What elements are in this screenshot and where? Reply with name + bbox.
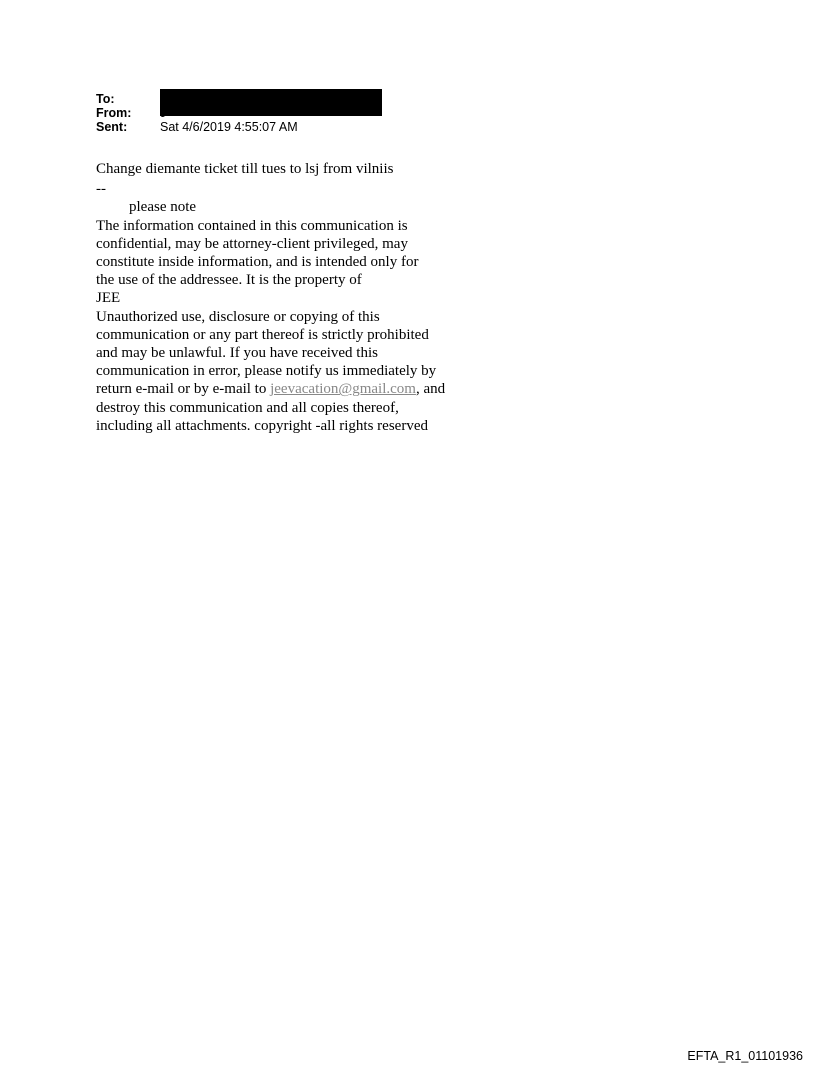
signature-separator: -- bbox=[96, 181, 106, 198]
document-id: EFTA_R1_01101936 bbox=[687, 1049, 803, 1063]
sent-value: Sat 4/6/2019 4:55:07 AM bbox=[160, 120, 298, 134]
disclaimer-line: JEE bbox=[96, 290, 121, 307]
closing-line: destroy this communication and all copies thereof, bbox=[96, 399, 399, 416]
disclaimer-line: the use of the addressee. It is the property of bbox=[96, 272, 362, 289]
closing-line: including all attachments. copyright -all rights reserved bbox=[96, 417, 428, 434]
message-text: Change diemante ticket till tues to lsj from vilniis bbox=[96, 161, 394, 177]
disclaimer-line: confidential, may be attorney-client privileged, may bbox=[96, 235, 408, 252]
to-label: To: bbox=[96, 92, 115, 106]
redaction-box bbox=[160, 89, 382, 116]
sent-label: Sent: bbox=[96, 120, 128, 134]
disclaimer-line: communication or any part thereof is strictly prohibited bbox=[96, 326, 429, 343]
from-label: From: bbox=[96, 106, 132, 120]
note-heading: please note bbox=[129, 199, 197, 216]
email-body bbox=[96, 160, 516, 435]
disclaimer-line: The information contained in this communication is bbox=[96, 217, 408, 234]
contact-prefix: return e-mail or by e-mail to bbox=[96, 381, 271, 398]
disclaimer-line: communication in error, please notify us immediately by bbox=[96, 363, 437, 380]
contact-suffix: , and bbox=[415, 381, 446, 398]
disclaimer-line: Unauthorized use, disclosure or copying of this bbox=[96, 308, 380, 325]
disclaimer-line: and may be unlawful. If you have received this bbox=[96, 345, 378, 362]
contact-email-link[interactable]: jeevacation@gmail.com bbox=[270, 381, 416, 398]
disclaimer-line: constitute inside information, and is intended only for bbox=[96, 254, 419, 271]
from-value: J bbox=[160, 106, 167, 120]
contact-line bbox=[96, 380, 516, 398]
